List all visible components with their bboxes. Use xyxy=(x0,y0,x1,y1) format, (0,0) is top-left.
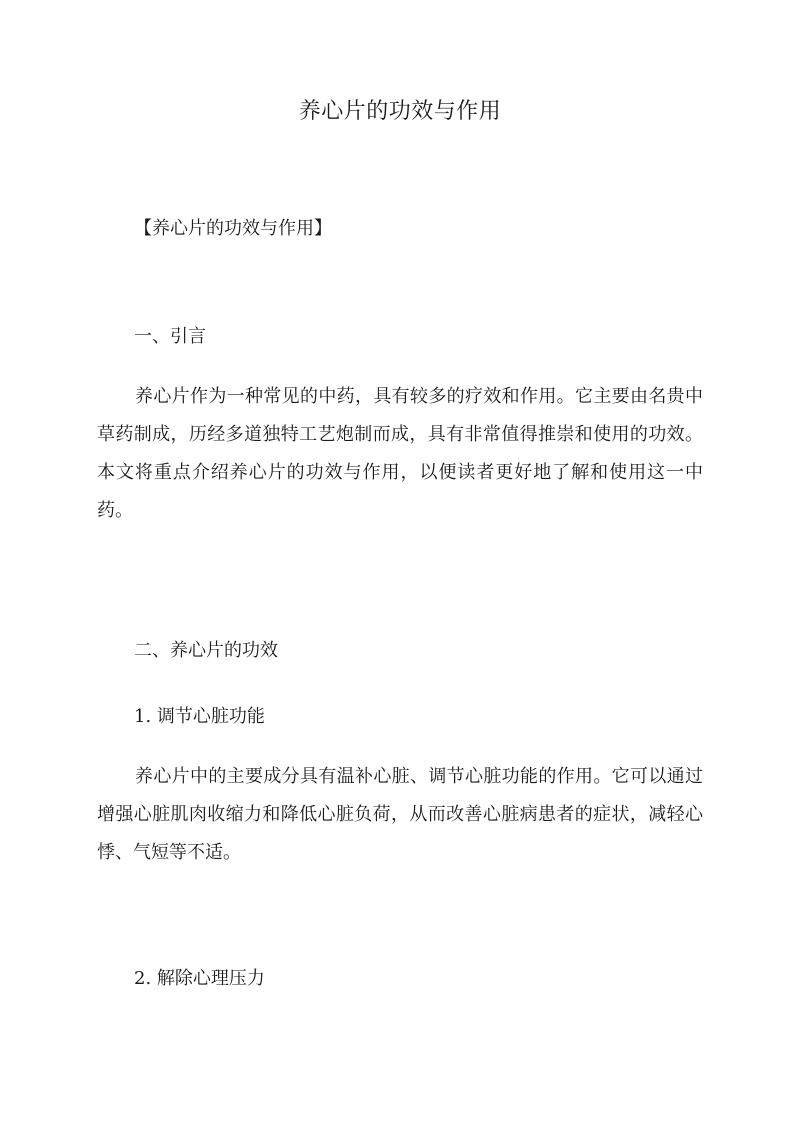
item-heading-heart-function: 1. 调节心脏功能 xyxy=(134,706,265,727)
document-title: 养心片的功效与作用 xyxy=(298,99,502,124)
section-heading-efficacy: 二、养心片的功效 xyxy=(134,640,278,661)
bracket-heading: 【养心片的功效与作用】 xyxy=(134,218,332,239)
heart-function-paragraph: 养心片中的主要成分具有温补心脏、调节心脏功能的作用。它可以通过增强心脏肌肉收缩力和降低心脏负荷，从而改善心脏病患者的症状，减轻心悸、气短等不适。 xyxy=(97,766,703,863)
item-heading-psychological-stress: 2. 解除心理压力 xyxy=(134,968,265,989)
section-heading-introduction: 一、引言 xyxy=(134,326,206,347)
introduction-paragraph: 养心片作为一种常见的中药，具有较多的疗效和作用。它主要由名贵中草药制成，历经多道独特工艺炮制而成，具有非常值得推崇和使用的功效。本文将重点介绍养心片的功效与作用，以便读者更好地了解和使用这一中药。 xyxy=(97,386,703,521)
